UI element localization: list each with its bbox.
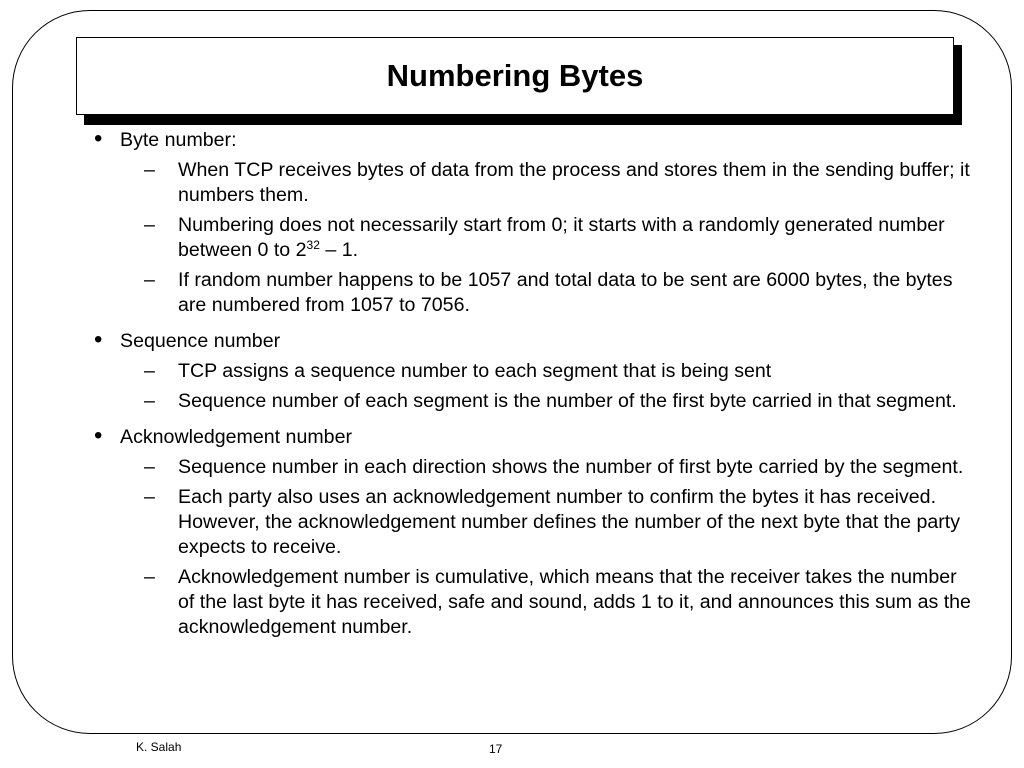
title-box — [76, 37, 954, 115]
sub-item — [120, 213, 974, 263]
sub-item — [120, 268, 974, 318]
sub-item — [120, 359, 974, 384]
bullet-dot: • — [94, 326, 103, 353]
sub-list — [120, 359, 974, 414]
sub-item — [120, 565, 974, 640]
bullet-acknowledgement-number — [94, 422, 974, 640]
sub-dash: – — [144, 269, 155, 291]
exponent: 32 — [306, 238, 320, 252]
sub-item-text: If random number happens to be 1057 and total data to be sent are 6000 bytes, the bytes are numbered from 1057 to 7056. — [178, 269, 953, 316]
bullet-byte-number — [94, 125, 974, 318]
sub-item-text: Acknowledgement number is cumulative, which means that the receiver takes the number of the last byte it has received, safe and sound, adds 1 to it, and announces this sum as the acknowledgement number. — [178, 566, 971, 638]
sub-item-text: Each party also uses an acknowledgement number to confirm the bytes it has received. However, the acknowledgement number defines the number of the next byte that the party expects to receive. — [178, 486, 961, 558]
sub-list — [120, 455, 974, 640]
sub-item — [120, 455, 974, 480]
bullet-dot: • — [94, 422, 103, 449]
sub-dash: – — [144, 390, 155, 412]
sub-dash: – — [144, 214, 155, 236]
footer-page-number: 17 — [489, 742, 503, 756]
sub-item-text: Sequence number in each direction shows the number of first byte carried by the segment. — [178, 456, 964, 478]
sub-item-text: TCP assigns a sequence number to each segment that is being sent — [178, 360, 772, 382]
slide-content — [94, 125, 974, 651]
sub-item-text-main: Numbering does not necessarily start from 0; it starts with a randomly generated number between 0 to 2 — [178, 214, 945, 261]
bullet-label: Sequence number — [120, 330, 281, 352]
sub-item-text: Sequence number of each segment is the number of the first byte carried in that segment. — [178, 390, 957, 412]
sub-dash: – — [144, 486, 155, 508]
sub-item-text: When TCP receives bytes of data from the process and stores them in the sending buffer; it numbers them. — [178, 159, 970, 206]
sub-dash: – — [144, 159, 155, 181]
sub-dash: – — [144, 360, 155, 382]
bullet-label: Acknowledgement number — [120, 426, 352, 448]
sub-list — [120, 158, 974, 318]
sub-item — [120, 389, 974, 414]
sub-item — [120, 485, 974, 560]
footer-author: K. Salah — [136, 740, 182, 754]
sub-dash: – — [144, 566, 155, 588]
slide-title: Numbering Bytes — [386, 58, 644, 93]
sub-item — [120, 158, 974, 208]
bullet-dot: • — [94, 125, 103, 152]
bullet-label: Byte number: — [120, 129, 237, 151]
sub-item-text-tail: – 1. — [319, 239, 359, 261]
sub-item-text — [178, 214, 945, 261]
bullet-sequence-number — [94, 326, 974, 414]
sub-dash: – — [144, 456, 155, 478]
